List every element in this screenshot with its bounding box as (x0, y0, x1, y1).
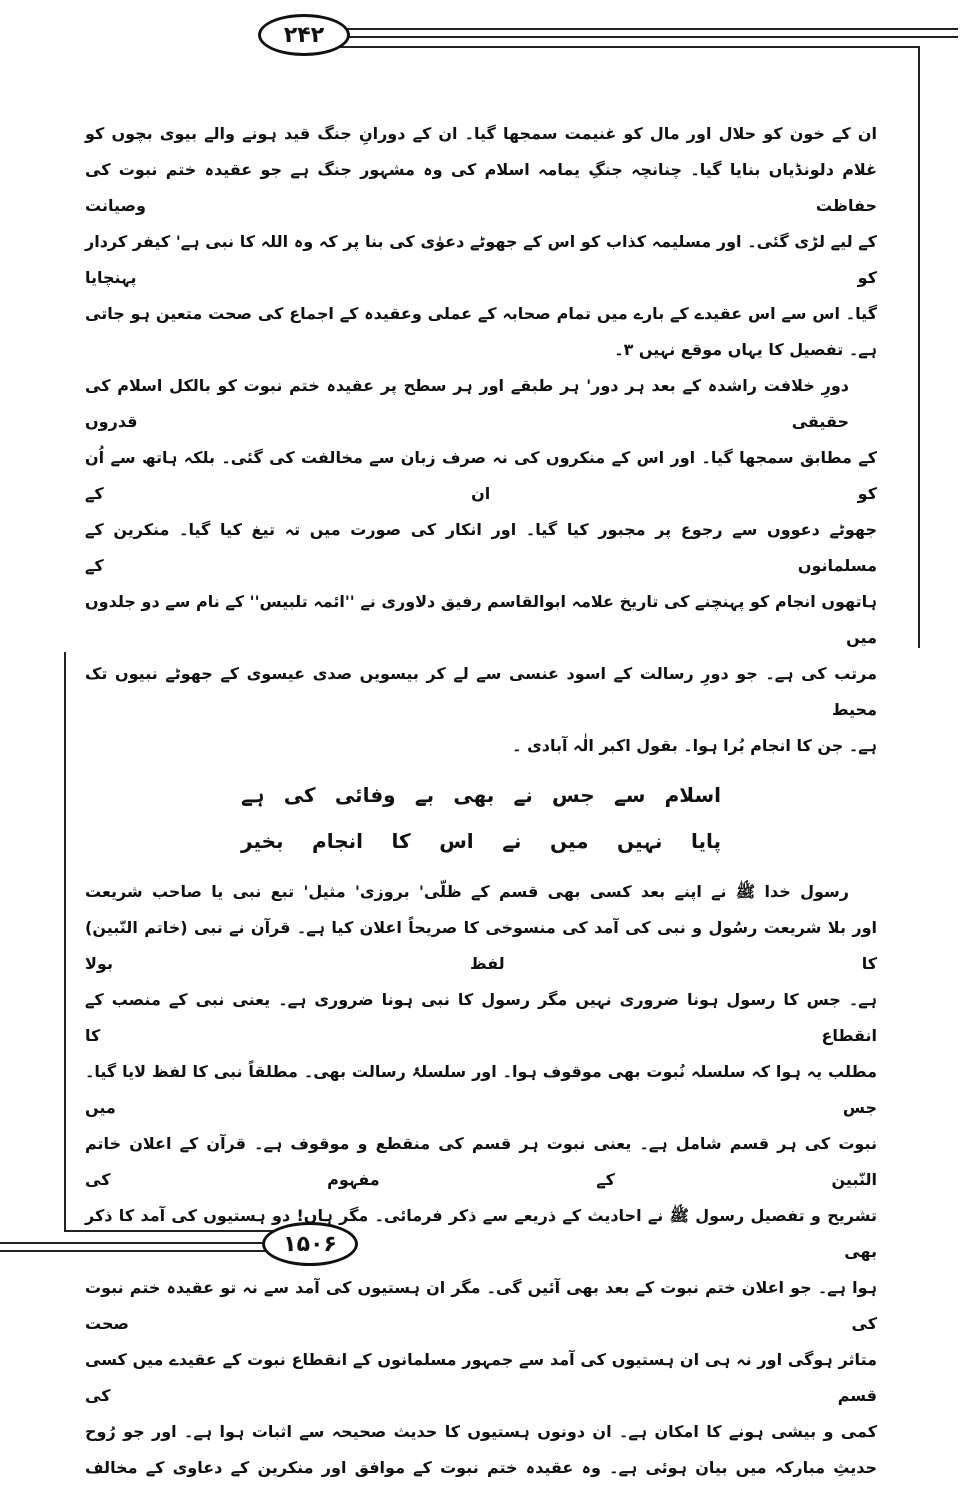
text-line: تشریح و تفصیل رسول ﷺ نے احادیث کے ذریعے سے ذکر فرمائی۔ مگر ہاں! دو ہستیوں کی آمد کا ذکر بھی (85, 1206, 877, 1261)
text-line: رسول خدا ﷺ نے اپنے بعد کسی بھی قسم کے ظلّی' بروزی' مثیل' تبع نبی یا صاحب شریعت (85, 882, 850, 901)
paragraph-2 (85, 368, 877, 764)
text-line: ہے۔ تفصیل کا یہاں موقع نہیں ۳۔ (614, 340, 877, 359)
text-line: کے لیے لڑی گئی۔ اور مسلیمہ کذاب کو اس کے جھوٹے دعوٰی کی بنا پر کہ وہ اللہ کا نبی ہے' کیفر کردار کو پہنچایا (85, 232, 877, 287)
text-line: ہے۔ جس کا رسول ہونا ضروری نہیں مگر رسول کا نبی ہونا ضروری ہے۔ یعنی نبی کے منصب کے انقطاع کا (85, 990, 877, 1045)
text-line: اور بلا شریعت رسُول و نبی کی آمد کی منسوخی کا صریحاً اعلان کیا ہے۔ قرآن نے نبی (خاتم النّبین) کا لفظ بولا (85, 918, 877, 973)
top-rule-2 (345, 36, 958, 38)
text-line: جھوٹے دعووں سے رجوع پر مجبور کیا گیا۔ اور انکار کی صورت میں تہ تیغ کیا گیا۔ منکرین کے مسلمانوں کے (85, 520, 877, 575)
text-line: غلام دلونڈیاں بنایا گیا۔ چنانچہ جنگِ یمامہ اسلام کی وہ مشہور جنگ ہے جو عقیدہ ختم نبوت کی حفاظت وصیانت (85, 160, 877, 215)
text-line: کمی و بیشی ہونے کا امکان ہے۔ ان دونوں ہستیوں کا حدیث صحیحہ سے اثبات ہوا ہے۔ اور جو رُوح (85, 1422, 877, 1441)
text-line: ہے۔ جن کا انجام بُرا ہوا۔ بقول اکبر الٰہ آبادی ۔ (512, 736, 877, 755)
text-line: دورِ خلافت راشدہ کے بعد ہر دور' ہر طبقے اور ہر سطح پر عقیدہ ختم نبوت کو بالکل اسلام کی حقیقی قدروں (85, 376, 849, 431)
text-line: متاثر ہوگی اور نہ ہی ان ہستیوں کی آمد سے جمہور مسلمانوں کے انقطاع نبوت کے عقیدے میں کسی قسم کی (85, 1350, 877, 1405)
verse (241, 772, 721, 864)
paragraph-1 (85, 116, 877, 368)
page-body (85, 116, 877, 1486)
text-line: ہاتھوں انجام کو پہنچنے کی تاریخ علامہ ابوالقاسم رفیق دلاوری نے ''ائمہ تلبیس'' کے نام سے دو جلدوں میں (85, 592, 877, 647)
text-line: مطلب یہ ہوا کہ سلسلہ نُبوت بھی موقوف ہوا۔ اور سلسلۂ رسالت بھی۔ مطلقاً نبی کا لفظ لایا گیا۔ جس میں (85, 1062, 877, 1117)
right-border (918, 46, 920, 648)
paragraph-3 (85, 874, 877, 1486)
text-line: مرتب کی ہے۔ جو دورِ رسالت کے اسود عنسی سے لے کر بیسویں صدی عیسوی کے جھوٹے نبیوں تک محیط (85, 664, 877, 719)
top-rule-3 (340, 46, 920, 48)
verse-line-1: اسلام سے جس نے بھی بے وفائی کی ہے (241, 783, 721, 807)
left-border (64, 652, 66, 1230)
text-line: حدیثِ مبارکہ میں بیان ہوئی ہے۔ وہ عقیدہ ختم نبوت کے موافق اور منکرین کے دعاوی کے مخالف (85, 1458, 877, 1477)
text-line: نبوت کی ہر قسم شامل ہے۔ یعنی نبوت ہر قسم کی منقطع و موقوف ہے۔ قرآن کے اعلان خاتم النّبین کے مفہوم کی (85, 1134, 877, 1189)
text-line: ان کے خون کو حلال اور مال کو غنیمت سمجھا گیا۔ ان کے دورانِ جنگ قید ہونے والے بیوی بچوں کو (85, 124, 877, 143)
text-line: ہوا ہے۔ جو اعلان ختم نبوت کے بعد بھی آئیں گی۔ مگر ان ہستیوں کی آمد سے نہ تو عقیدہ ختم نبوت کی صحت (85, 1278, 877, 1333)
text-line: گیا۔ اس سے اس عقیدے کے بارے میں تمام صحابہ کے عملی وعقیدہ کے اجماع کی صحت متعین ہو جاتی (85, 304, 878, 323)
verse-line-2: پایا نہیں میں نے اس کا انجام بخیر (241, 829, 721, 853)
text-line: کے مطابق سمجھا گیا۔ اور اس کے منکروں کی نہ صرف زبان سے مخالفت کی گئی۔ بلکہ ہاتھ سے اُن کو ان کے (85, 448, 877, 503)
page-number-top: ۲۴۲ (258, 14, 350, 56)
page-number-bottom: ۱۵۰۶ (262, 1222, 358, 1266)
top-rule-1 (345, 28, 958, 30)
